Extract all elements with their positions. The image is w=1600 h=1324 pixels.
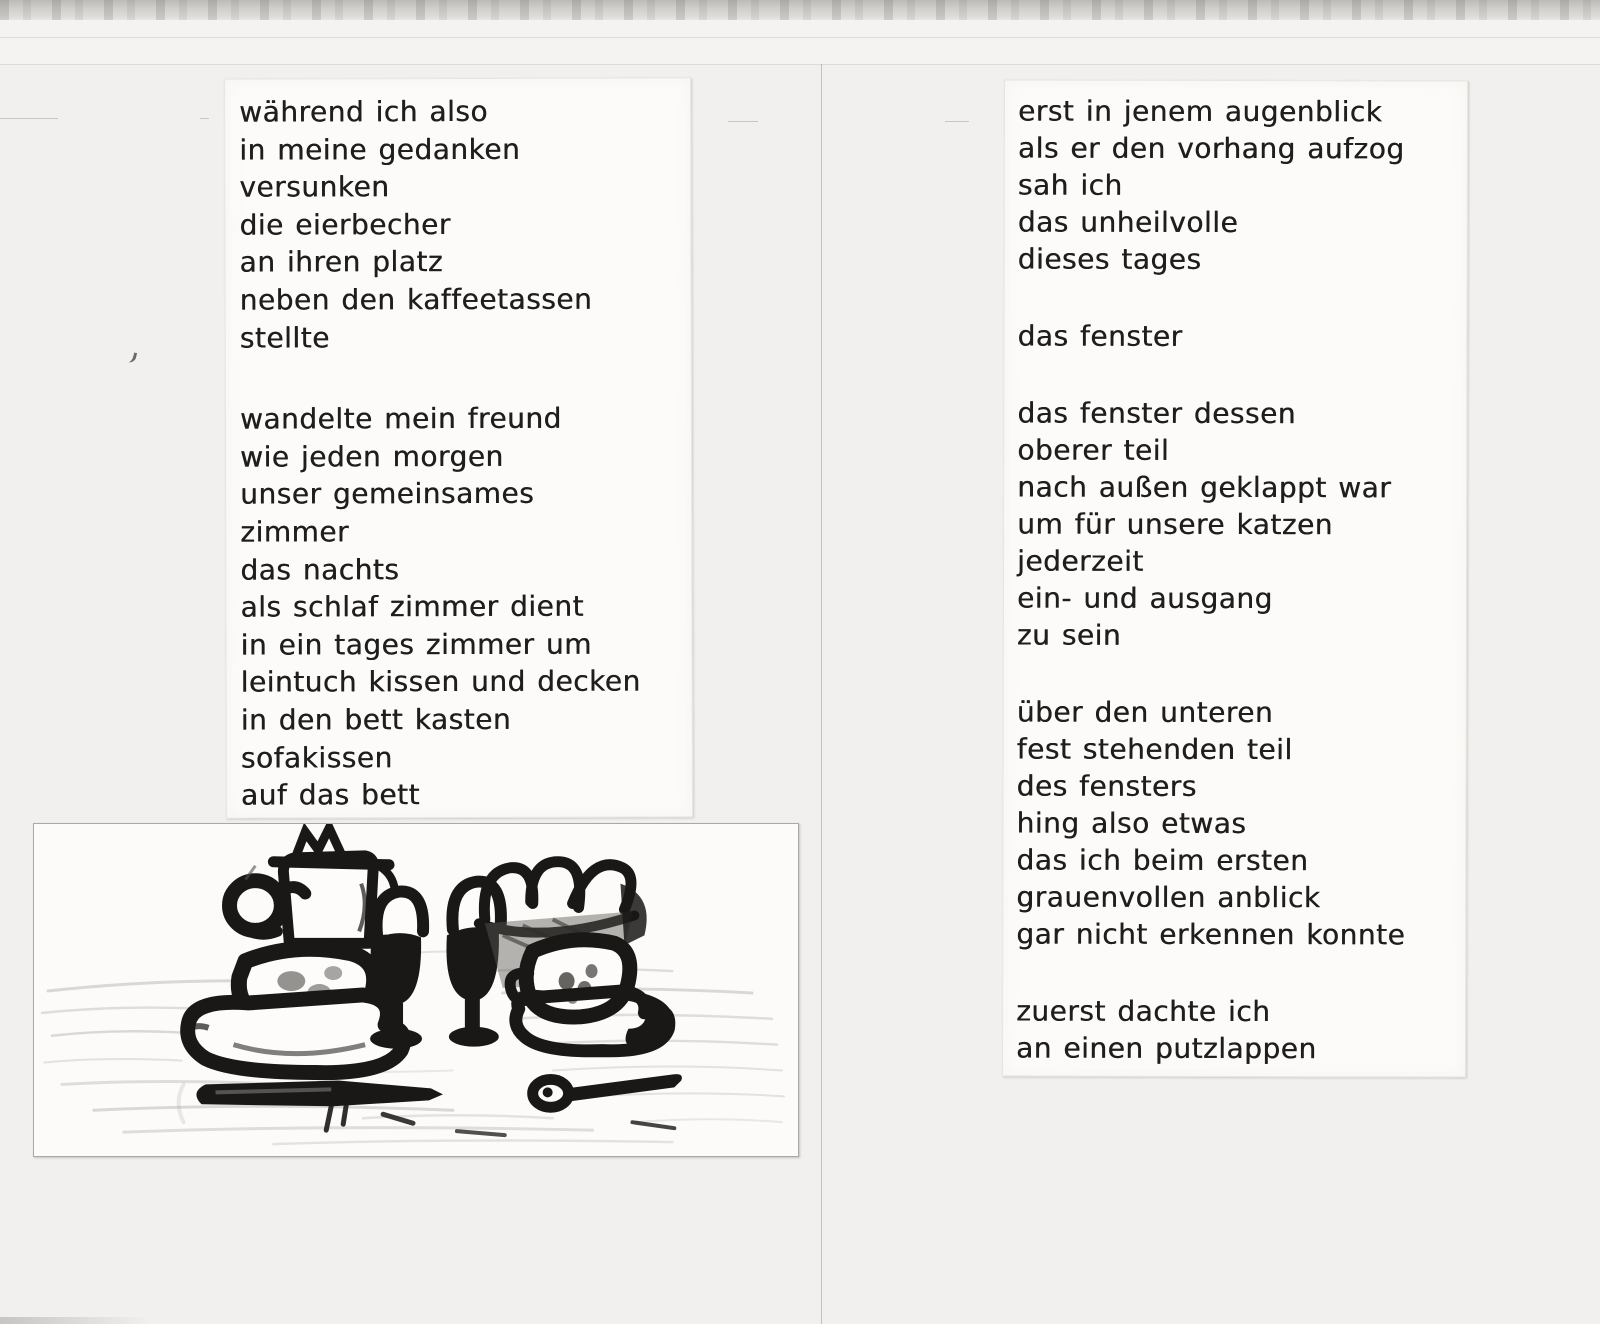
poem-line: in den bett kasten — [240, 702, 512, 737]
poem-line: wandelte mein freund — [239, 401, 562, 436]
spoon — [457, 1074, 682, 1135]
stanza — [1016, 694, 1466, 954]
stanza — [240, 400, 692, 815]
poem-line: über den unteren — [1016, 695, 1274, 730]
poem-line: erst in jenem augenblick — [1017, 94, 1383, 129]
poem-line: während ich also — [239, 94, 488, 129]
poem-line: in ein tages zimmer um — [240, 627, 592, 662]
poem-line: sah ich — [1017, 168, 1123, 202]
stanza — [239, 92, 691, 356]
faint-pencil-dash — [200, 118, 209, 119]
scan-bottom-shade — [0, 1317, 150, 1324]
faint-pencil-dash — [945, 121, 969, 122]
stanza — [1018, 93, 1467, 279]
poem-line: gar nicht erkennen konnte — [1016, 917, 1406, 952]
stanza — [1016, 993, 1465, 1068]
poem-line: fest stehenden teil — [1016, 732, 1293, 767]
poem-line: zimmer — [240, 515, 350, 549]
stray-pencil-mark — [127, 351, 137, 364]
poem-line: hing also etwas — [1016, 806, 1247, 841]
poem-line: versunken — [239, 170, 390, 204]
poem-line: wie jeden morgen — [239, 439, 504, 474]
poem-line: stellte — [239, 320, 330, 355]
stanza — [1017, 318, 1466, 356]
poem-line: sofakissen — [240, 740, 393, 775]
poem-line: um für unsere katzen — [1017, 507, 1333, 542]
poem-line: nach außen geklappt war — [1017, 470, 1392, 505]
poem-line: als er den vorhang aufzog — [1017, 131, 1405, 166]
egg-cup-right — [446, 882, 500, 1047]
scan-edge-band — [0, 0, 1600, 20]
poem-line: das nachts — [240, 552, 400, 587]
poem-line: auf das bett — [240, 778, 420, 812]
faint-pencil-dash — [728, 121, 758, 122]
poem-line: die eierbecher — [239, 207, 451, 242]
page-fold-seam — [821, 64, 822, 1324]
faint-paper-line — [0, 37, 1600, 38]
poem-line: jederzeit — [1017, 544, 1144, 578]
poem-line: das ich beim ersten — [1016, 843, 1309, 878]
poem-line: das fenster — [1017, 319, 1183, 353]
stanza — [1017, 395, 1467, 655]
poem-line: in meine gedanken — [239, 132, 521, 167]
poem-card-right — [1002, 80, 1468, 1078]
scan-edge-mottle — [0, 0, 1600, 20]
faint-pencil-dash — [0, 118, 58, 119]
poem-line: ein- und ausgang — [1016, 581, 1273, 616]
poem-line: das fenster dessen — [1017, 396, 1296, 431]
poem-line: leintuch kissen und decken — [240, 664, 641, 699]
poem-line: dieses tages — [1017, 242, 1202, 276]
poem-line: zuerst dachte ich — [1016, 994, 1271, 1029]
underlying-page-edge — [0, 20, 1600, 65]
poem-line: das unheilvolle — [1017, 205, 1239, 240]
drawing-card — [33, 823, 799, 1157]
poem-line: neben den kaffeetassen — [239, 282, 593, 317]
poem-line: an ihren platz — [239, 245, 444, 279]
poem-line: grauenvollen anblick — [1016, 880, 1321, 915]
poem-line: an einen putzlappen — [1015, 1031, 1317, 1066]
poem-line: als schlaf zimmer dient — [240, 589, 584, 624]
poem-line: zu sein — [1016, 618, 1122, 652]
poem-line: unser gemeinsames — [240, 477, 535, 511]
breakfast-still-life-ink-drawing — [34, 824, 798, 1156]
poem-line: oberer teil — [1017, 433, 1170, 467]
poem-line: des fensters — [1016, 769, 1197, 803]
poem-card-left — [224, 77, 693, 818]
